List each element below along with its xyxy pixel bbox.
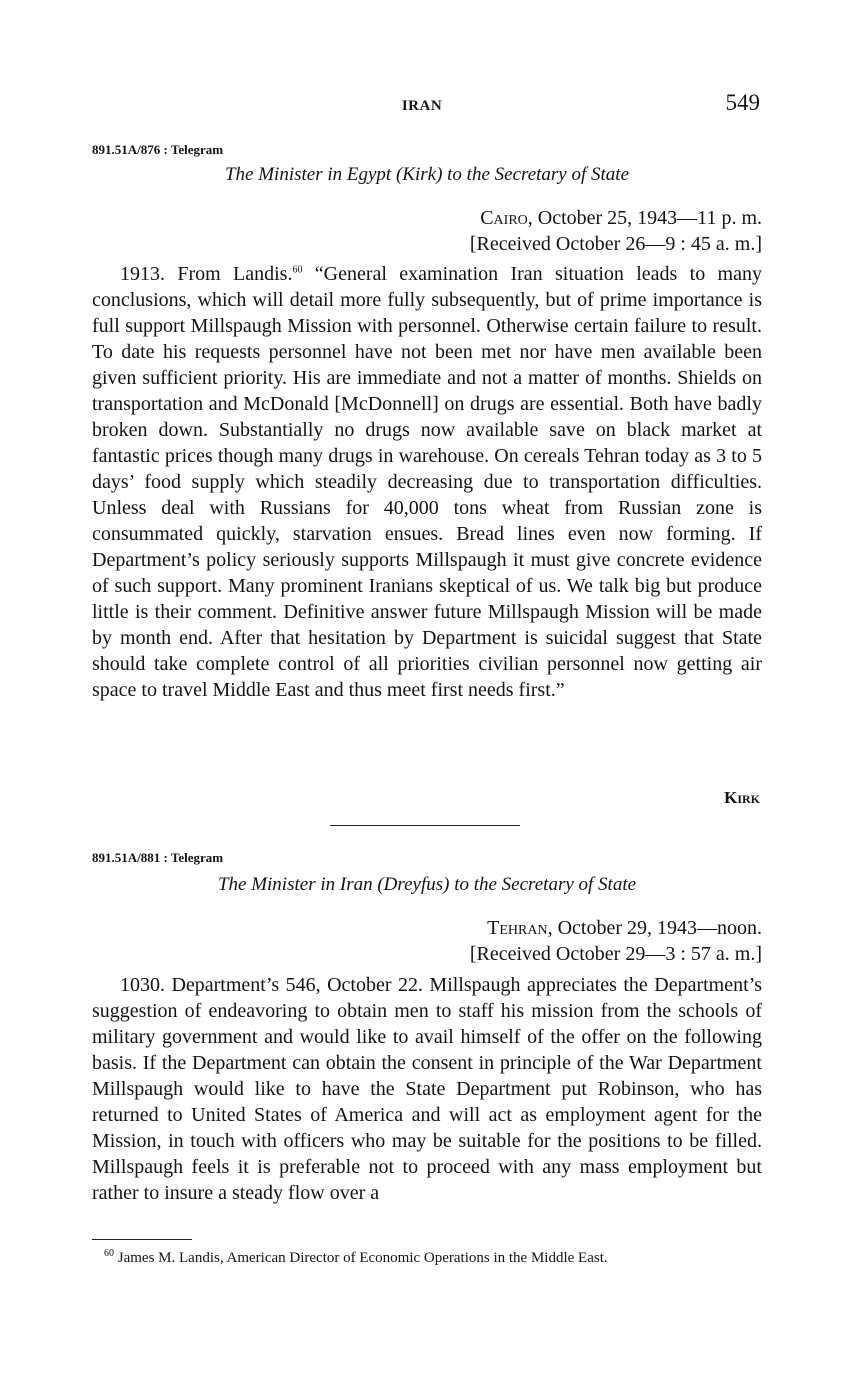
doc1-received: [Received October 26—9 : 45 a. m.] [469, 233, 762, 255]
doc2-title: The Minister in Iran (Dreyfus) to the Secretary of State [217, 874, 637, 895]
doc1-date: , October 25, 1943—11 p. m. [527, 207, 762, 229]
doc1-place: Cairo [480, 207, 528, 229]
footnote-60 [92, 1250, 762, 1267]
doc1-signature: Kirk [724, 788, 760, 807]
doc2-body: 1030. Department’s 546, October 22. Millspaugh appreciates the Department’s suggestion of endeavoring to obtain men to staff his mission from the schools of military government and would like to avail himself of the offer on the following basis. If the Department can obtain the consent in principle of the War Department Millspaugh would like to have the State Department put Robinson, who has returned to United States of America and will act as employment agent for the Mission, in touch with officers who may be suitable for the positions to be filled. Millspaugh feels it is preferable not to proceed with any mass employment but rather to insure a steady flow over a [92, 974, 762, 1204]
page-number: 549 [725, 90, 760, 115]
section-divider [330, 825, 520, 826]
doc1-file-number: 891.51A/876 : Telegram [92, 142, 224, 157]
doc1-body-rest: “General examination Iran situation leads to many conclusions, which will detail more fully subsequently, but of prime importance is full support Millspaugh Mission with personnel. Otherwise certain failure to result. To date his requests personnel have not been met nor have men available been given sufficient priority. His are immediate and not a matter of months. Shields on transportation and McDonald [McDonnell] on drugs are essential. Both have badly broken down. Substantially no drugs now available save on black market at fantastic prices though many drugs in warehouse. On cereals Tehran today as 3 to 5 days’ food supply which steadily decreasing due to transportation difficulties. Unless deal with Russians for 40,000 tons wheat from Russian zone is consummated quickly, starvation ensues. Bread lines even now forming. If Department’s policy seriously supports Millspaugh it must give concrete evidence of such support. Many prominent Iranians skeptical of us. We talk big but produce little is their comment. Definitive answer future Millspaugh Mission will be made by month end. After that hesitation by Department is suicidal suggest that State should take complete control of all priorities civilian personnel now getting air space to travel Middle East and thus meet first needs first.” [92, 263, 762, 701]
doc2-file-number: 891.51A/881 : Telegram [92, 850, 224, 865]
doc2-dateline [487, 917, 762, 940]
doc2-date: , October 29, 1943—noon. [547, 917, 762, 939]
doc2-place: Tehran [487, 917, 548, 939]
document-page [92, 0, 762, 1379]
footnote-text: James M. Landis, American Director of Economic Operations in the Middle East. [114, 1250, 608, 1266]
footnote-rule [92, 1239, 192, 1240]
doc1-title: The Minister in Egypt (Kirk) to the Secretary of State [224, 164, 630, 185]
doc1-body [92, 261, 762, 703]
doc2-received: [Received October 29—3 : 57 a. m.] [469, 943, 762, 965]
running-head: IRAN [401, 98, 443, 114]
footnote-ref-60: 60 [292, 264, 303, 276]
footnote-number: 60 [104, 1248, 114, 1259]
doc1-dateline [480, 207, 762, 230]
page-header [92, 90, 762, 122]
doc1-body-start: 1913. From Landis. [120, 263, 293, 285]
